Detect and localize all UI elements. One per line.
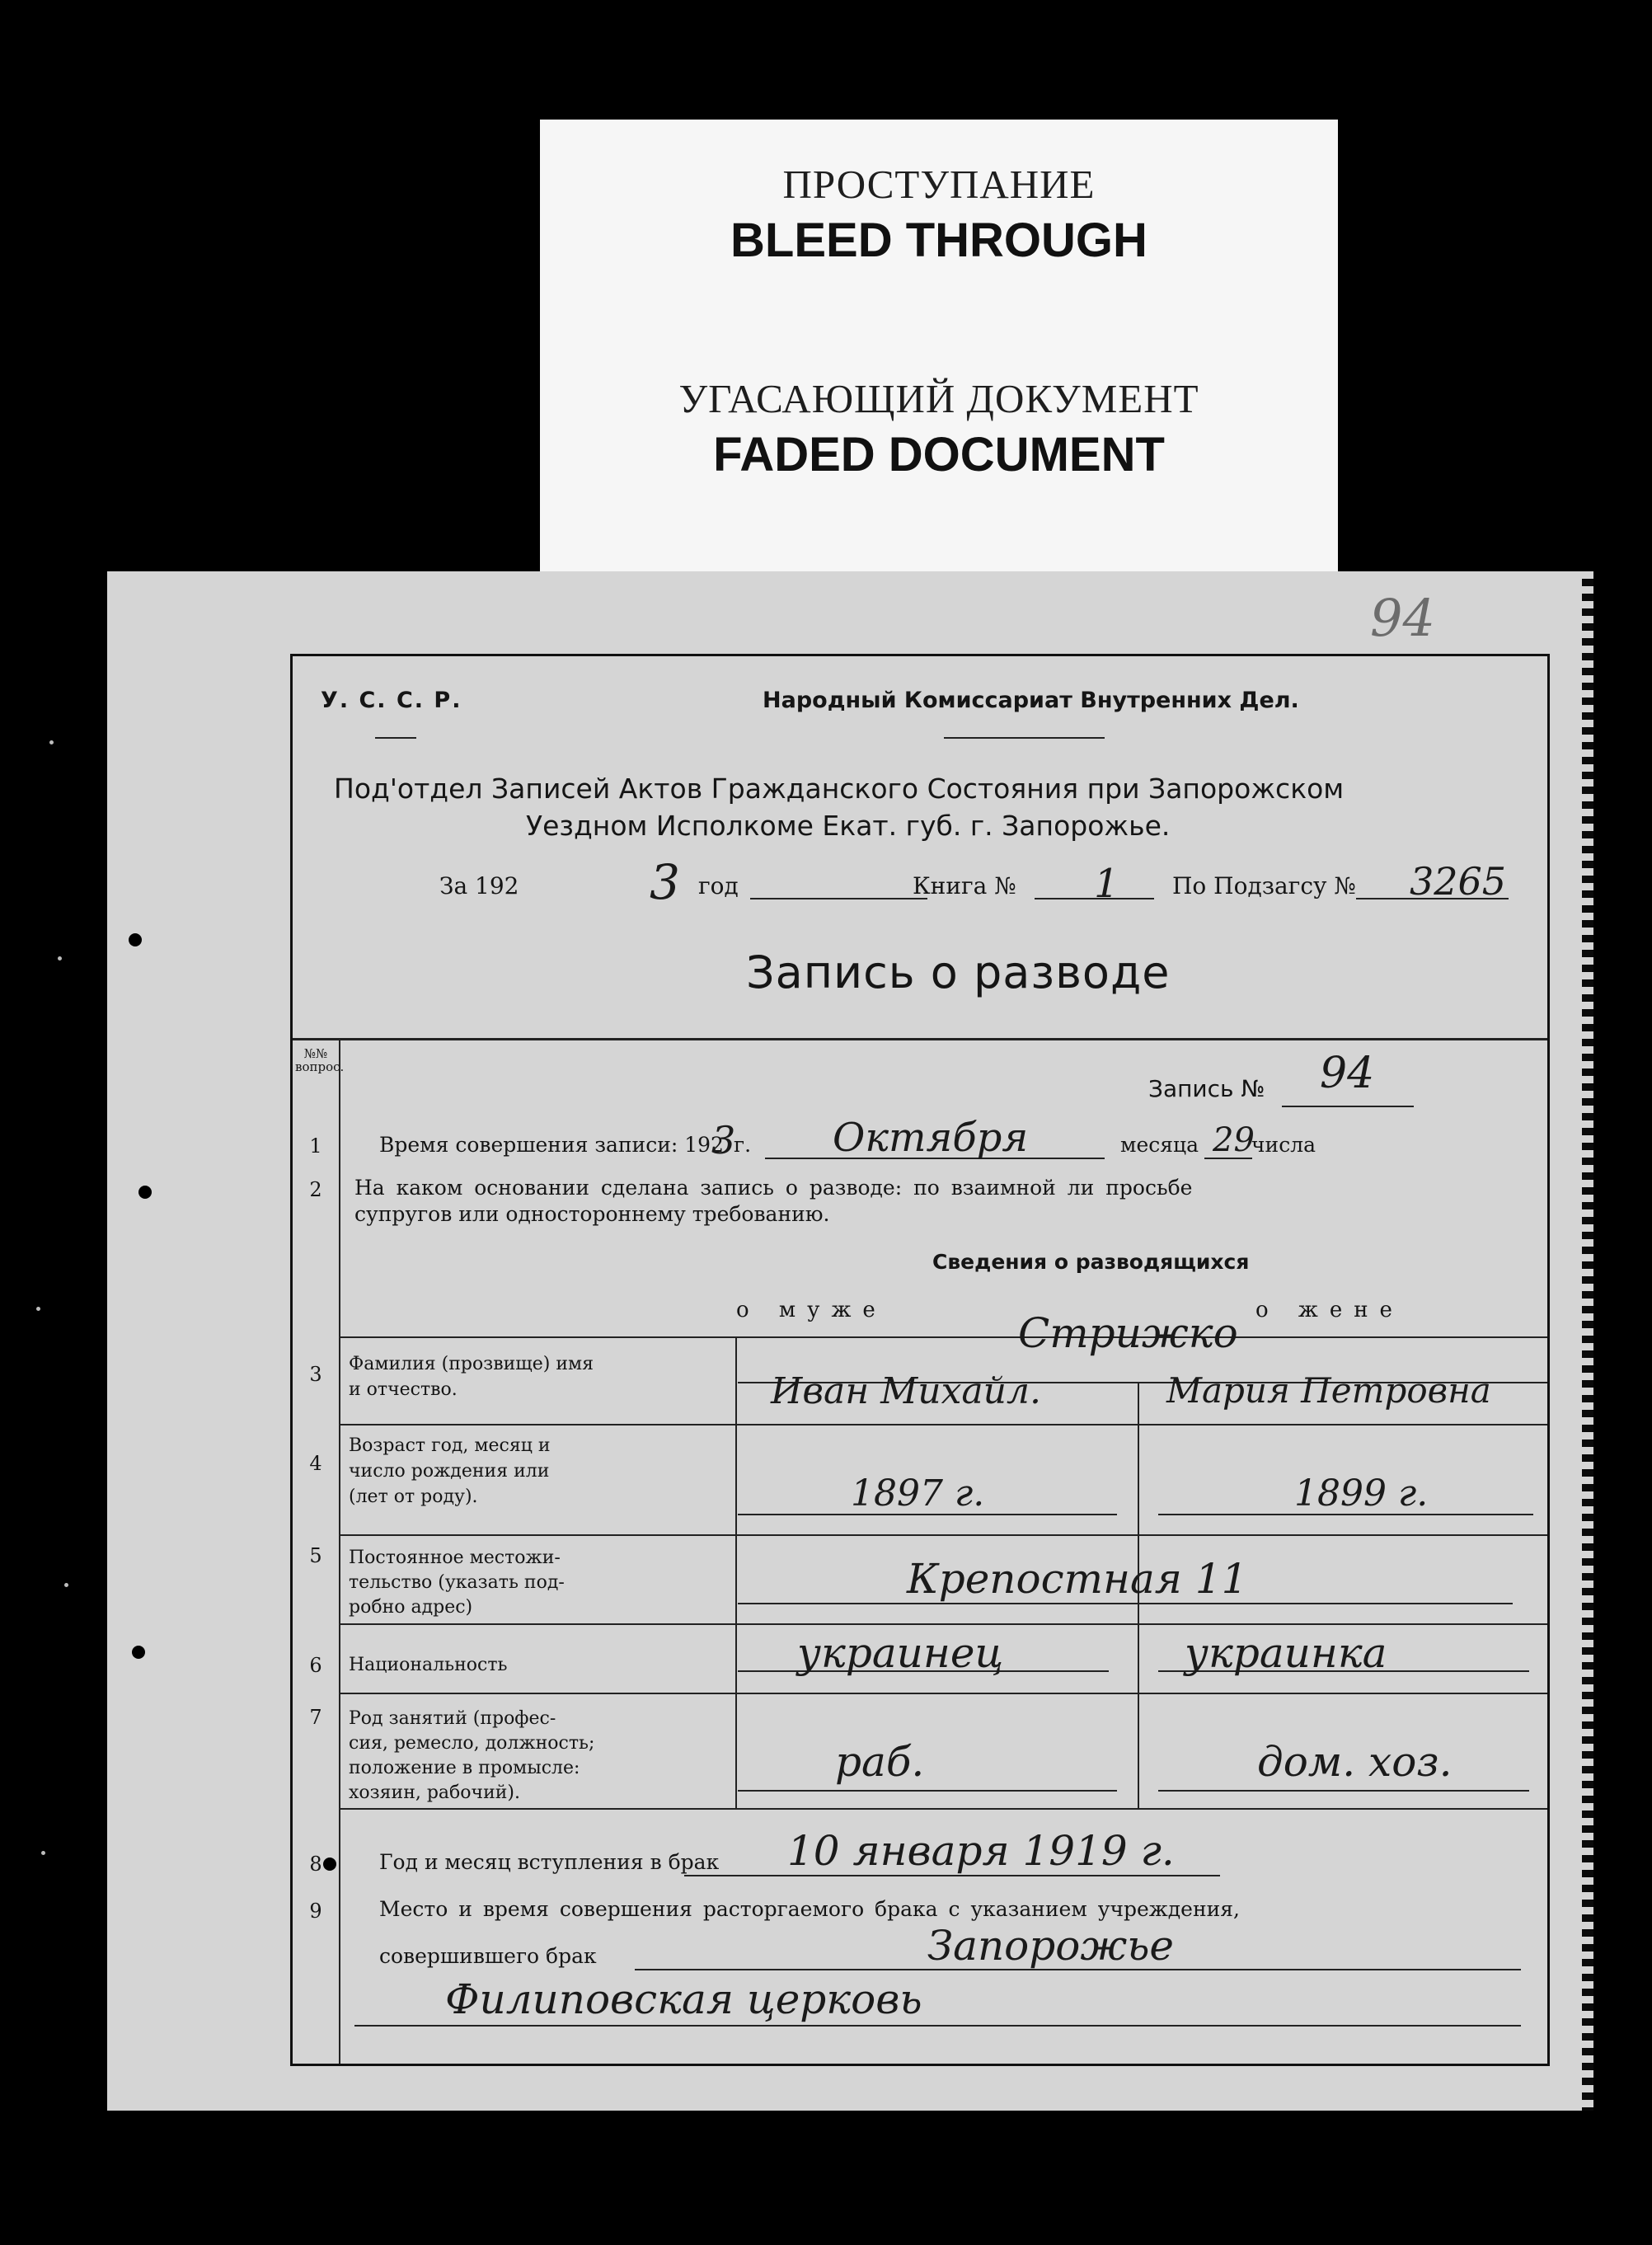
record-day-value: 29 [1213,1121,1255,1159]
bleed-through-label-en: BLEED THROUGH [730,214,1147,267]
record-year-g: г. [734,1133,752,1157]
header-rule [944,737,1105,739]
residence-label-2: тельство (указать под- [349,1572,565,1593]
row-rule [339,1534,1547,1536]
row-rule [339,1336,1547,1338]
wife-occupation-value: дом. хоз. [1257,1738,1453,1786]
label-column-rule [735,1336,737,1808]
question-3-number: 3 [309,1363,322,1386]
question-1-number: 1 [309,1134,322,1158]
question-9-number: 9 [309,1900,322,1923]
wife-name-value: Мария Петровна [1166,1370,1491,1411]
record-value: 94 [1320,1049,1375,1098]
husband-birth-value: 1897 г. [851,1472,985,1515]
row-rule [339,1693,1547,1694]
year-label: За 192 [439,872,519,899]
background-speck [58,956,62,960]
age-label-3: (лет от роду). [349,1486,478,1507]
question-column-label: №№ вопрос. [295,1046,345,1074]
record-time-label: Время совершения записи: 192 [379,1133,724,1157]
question-7-number: 7 [309,1706,322,1729]
marriage-place-line-1: Место и время совершения расторгаемого брака с указанием учреждения, [379,1897,1241,1921]
background-speck [49,740,54,744]
background-speck [41,1851,45,1855]
marriage-place-line-2-label: совершившего брак [379,1944,597,1968]
wife-fill-line [1158,1790,1529,1792]
faded-document-card [540,341,1338,573]
faded-document-label-en: FADED DOCUMENT [713,428,1165,481]
header-rule [375,737,416,739]
marriage-place-fill-line [354,2025,1521,2027]
occupation-label-3: положение в промысле: [349,1758,580,1778]
occupation-label-4: хозяин, рабочий). [349,1782,520,1803]
record-label: Запись № [1148,1075,1265,1102]
divorce-record-form [290,654,1550,2066]
office-line-2: Уездном Исполкоме Екат. губ. г. Запорожье. [526,810,1171,842]
nationality-label: Национальность [349,1655,508,1675]
wife-column-header: о жене [1255,1298,1404,1322]
residence-label-1: Постоянное местожи- [349,1548,561,1568]
marriage-date-fill-line [684,1875,1220,1876]
husband-column-header: о муже [736,1298,887,1322]
book-value: 1 [1094,861,1119,907]
book-fill-line [1035,898,1154,899]
husband-name-value: Иван Михайл. [771,1370,1041,1412]
question-4-number: 4 [309,1452,322,1475]
record-fill-line [1282,1106,1414,1107]
subregister-label: По Подзагсу № [1172,872,1356,899]
table-top-rule [293,1038,1547,1040]
occupation-label-1: Род занятий (профес- [349,1708,556,1729]
age-label-2: число рождения или [349,1461,550,1482]
commissariat-label: Народный Комиссариат Внутренних Дел. [763,688,1299,713]
husband-fill-line [738,1790,1117,1792]
office-line-1: Под'отдел Записей Актов Гражданского Состояния при Запорожском [334,773,1345,805]
republic-label: У. С. С. Р. [321,688,462,713]
husband-nationality-value: украинец [797,1629,1004,1677]
name-label-1: Фамилия (прозвище) имя [349,1354,594,1374]
marriage-date-value: 10 января 1919 г. [787,1827,1175,1875]
bleed-through-card [540,120,1338,342]
year-fill-line [750,898,927,899]
row-rule [339,1424,1547,1425]
record-day-fill-line [1204,1158,1252,1159]
marriage-church-value: Филиповская церковь [445,1975,922,2023]
residence-fill-line [738,1603,1513,1604]
divorce-basis-line-1: На каком основании сделана запись о разводе: по взаимной ли просьбе [354,1176,1193,1200]
background-speck [64,1583,68,1587]
marriage-place-value: Запорожье [927,1922,1175,1970]
record-month-value: Октября [833,1115,1029,1161]
book-label: Книга № [913,872,1016,899]
form-title: Запись о разводе [746,946,1171,998]
question-column-rule [339,1038,340,2064]
record-year-value: 3 [711,1118,736,1162]
wife-birth-value: 1899 г. [1294,1472,1429,1515]
background-speck [36,1307,40,1311]
punch-hole [129,933,142,946]
husband-occupation-value: раб. [835,1738,925,1786]
bleed-through-label-ru: ПРОСТУПАНИЕ [782,162,1096,207]
row-rule [339,1808,1547,1810]
question-2-number: 2 [309,1178,322,1201]
record-day-label: числа [1251,1133,1316,1157]
residence-value: Крепостная 11 [907,1555,1248,1603]
punch-hole [132,1646,145,1659]
row-rule [339,1623,1547,1625]
subregister-value: 3265 [1410,859,1507,904]
faded-document-label-ru: УГАСАЮЩИЙ ДОКУМЕНТ [678,376,1199,421]
margin-page-number: 94 [1370,588,1435,648]
marriage-date-label: Год и месяц вступления в брак [379,1850,720,1874]
question-6-number: 6 [309,1654,322,1677]
year-suffix: год [698,872,739,899]
divorce-basis-line-2: супругов или одностороннему требованию. [354,1202,830,1226]
subregister-fill-line [1356,898,1509,899]
question-5-number: 5 [309,1544,322,1567]
occupation-label-2: сия, ремесло, должность; [349,1733,595,1754]
age-label-1: Возраст год, месяц и [349,1435,551,1456]
residence-label-3: робно адрес) [349,1597,473,1618]
punch-hole [138,1186,152,1199]
name-label-2: и отчество. [349,1379,458,1400]
year-value: 3 [650,854,680,910]
surname-value: Стрижко [1018,1309,1238,1357]
wife-nationality-value: украинка [1185,1629,1387,1677]
question-8-number: 8 [309,1853,322,1876]
section-title: Сведения о разводящихся [932,1250,1250,1274]
record-month-label: месяца [1120,1133,1199,1157]
